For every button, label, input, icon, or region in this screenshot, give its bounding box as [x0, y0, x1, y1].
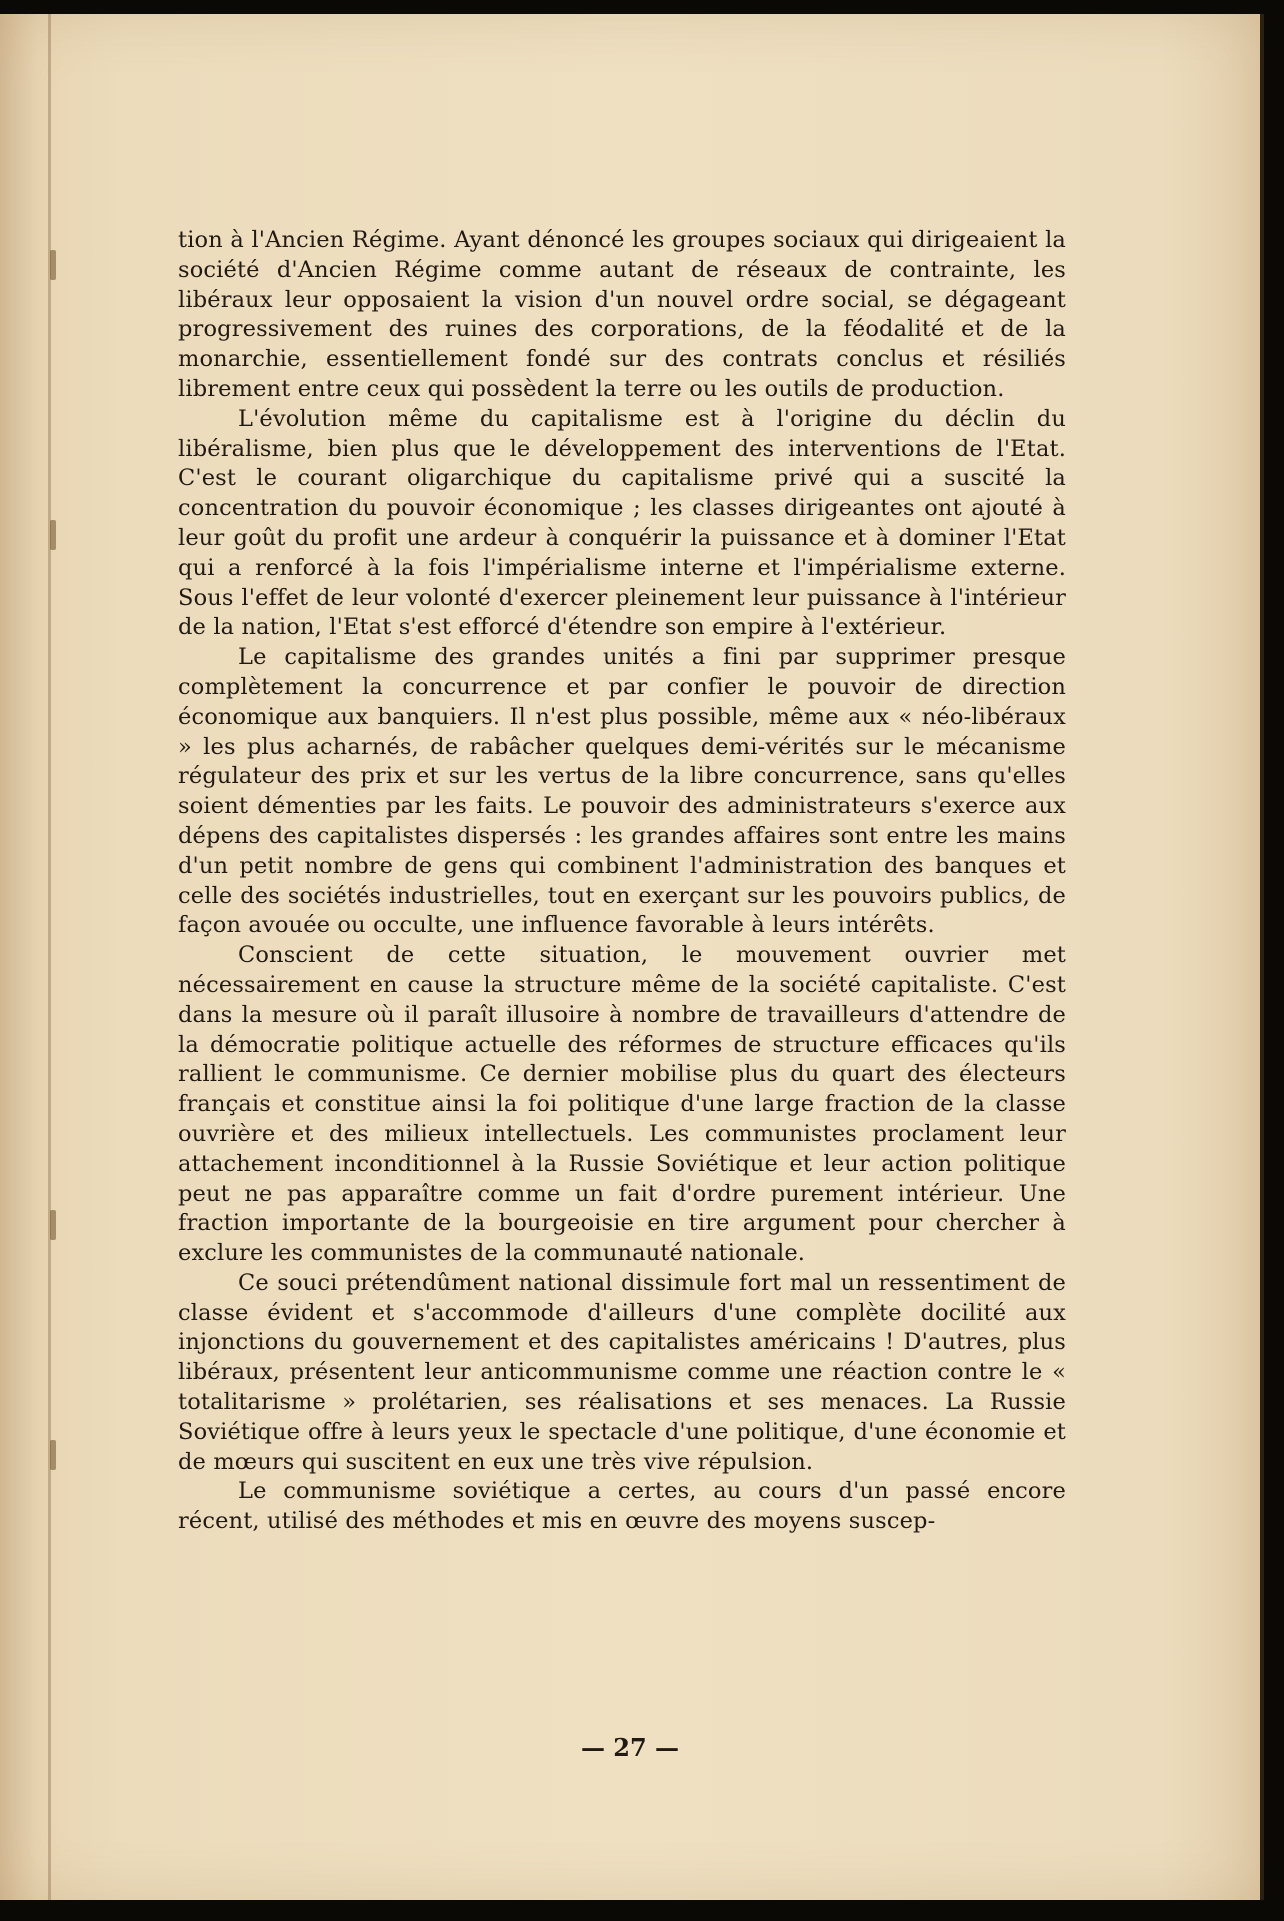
- page-number: — 27 —: [580, 1733, 680, 1762]
- paragraph: tion à l'Ancien Régime. Ayant dénoncé les groupes sociaux qui dirigeaient la société d'Ancien Régime comme autant de réseaux de contrainte, les libéraux leur opposaient la vision d'un nouvel ordre social, se dégageant progressivement des ruines des corporations, de la féodalité et de la monarchie, essentiellement fondé sur des contrats conclus et résiliés librement entre ceux qui possèdent la terre ou les outils de production.: [178, 227, 1066, 402]
- binding-mark: [50, 1210, 56, 1240]
- paragraph: Le communisme soviétique a certes, au cours d'un passé encore récent, utilisé des méthodes et mis en œuvre des moyens suscep-: [178, 1478, 1066, 1535]
- binding-mark: [50, 520, 56, 550]
- binding-gutter: [48, 14, 51, 1900]
- paragraph: L'évolution même du capitalisme est à l'origine du déclin du libéralisme, bien plus que le développement des interventions de l'Etat. C'est le courant oligarchique du capitalisme privé qui a suscité la concentration du pouvoir économique ; les classes dirigeantes ont ajouté à leur goût du profit une ardeur à conquérir la puissance et à dominer l'Etat qui a renforcé à la fois l'impérialisme interne et l'impérialisme externe. Sous l'effet de leur volonté d'exercer pleinement leur puissance à l'intérieur de la nation, l'Etat s'est efforcé d'étendre son empire à l'extérieur.: [178, 405, 1066, 641]
- body-text: [178, 226, 1066, 1537]
- paragraph: Ce souci prétendûment national dissimule fort mal un ressentiment de classe évident et s'accommode d'ailleurs d'une complète docilité aux injonctions du gouvernement et des capitalistes américains ! D'autres, plus libéraux, présentent leur anticommunisme comme une réaction contre le « totalitarisme » prolétarien, ses réalisations et ses menaces. La Russie Soviétique offre à leurs yeux le spectacle d'une politique, d'une économie et de mœurs qui suscitent en eux une très vive répulsion.: [178, 1269, 1066, 1475]
- paragraph: Conscient de cette situation, le mouvement ouvrier met nécessairement en cause la structure même de la société capitaliste. C'est dans la mesure où il paraît illusoire à nombre de travailleurs d'attendre de la démocratie politique actuelle des réformes de structure efficaces qu'ils rallient le communisme. Ce dernier mobilise plus du quart des électeurs français et constitue ainsi la foi politique d'une large fraction de la classe ouvrière et des milieux intellectuels. Les communistes proclament leur attachement inconditionnel à la Russie Soviétique et leur action politique peut ne pas apparaître comme un fait d'ordre purement intérieur. Une fraction importante de la bourgeoisie en tire argument pour chercher à exclure les communistes de la communauté nationale.: [178, 942, 1066, 1267]
- binding-mark: [50, 250, 56, 280]
- paragraph: Le capitalisme des grandes unités a fini par supprimer presque complètement la concurrence et par confier le pouvoir de direction économique aux banquiers. Il n'est plus possible, même aux « néo-libéraux » les plus acharnés, de rabâcher quelques demi-vérités sur le mécanisme régulateur des prix et sur les vertus de la libre concurrence, sans qu'elles soient démenties par les faits. Le pouvoir des administrateurs s'exerce aux dépens des capitalistes dispersés : les grandes affaires sont entre les mains d'un petit nombre de gens qui combinent l'administration des banques et celle des sociétés industrielles, tout en exerçant sur les pouvoirs publics, de façon avouée ou occulte, une influence favorable à leurs intérêts.: [178, 644, 1066, 939]
- binding-mark: [50, 1440, 56, 1470]
